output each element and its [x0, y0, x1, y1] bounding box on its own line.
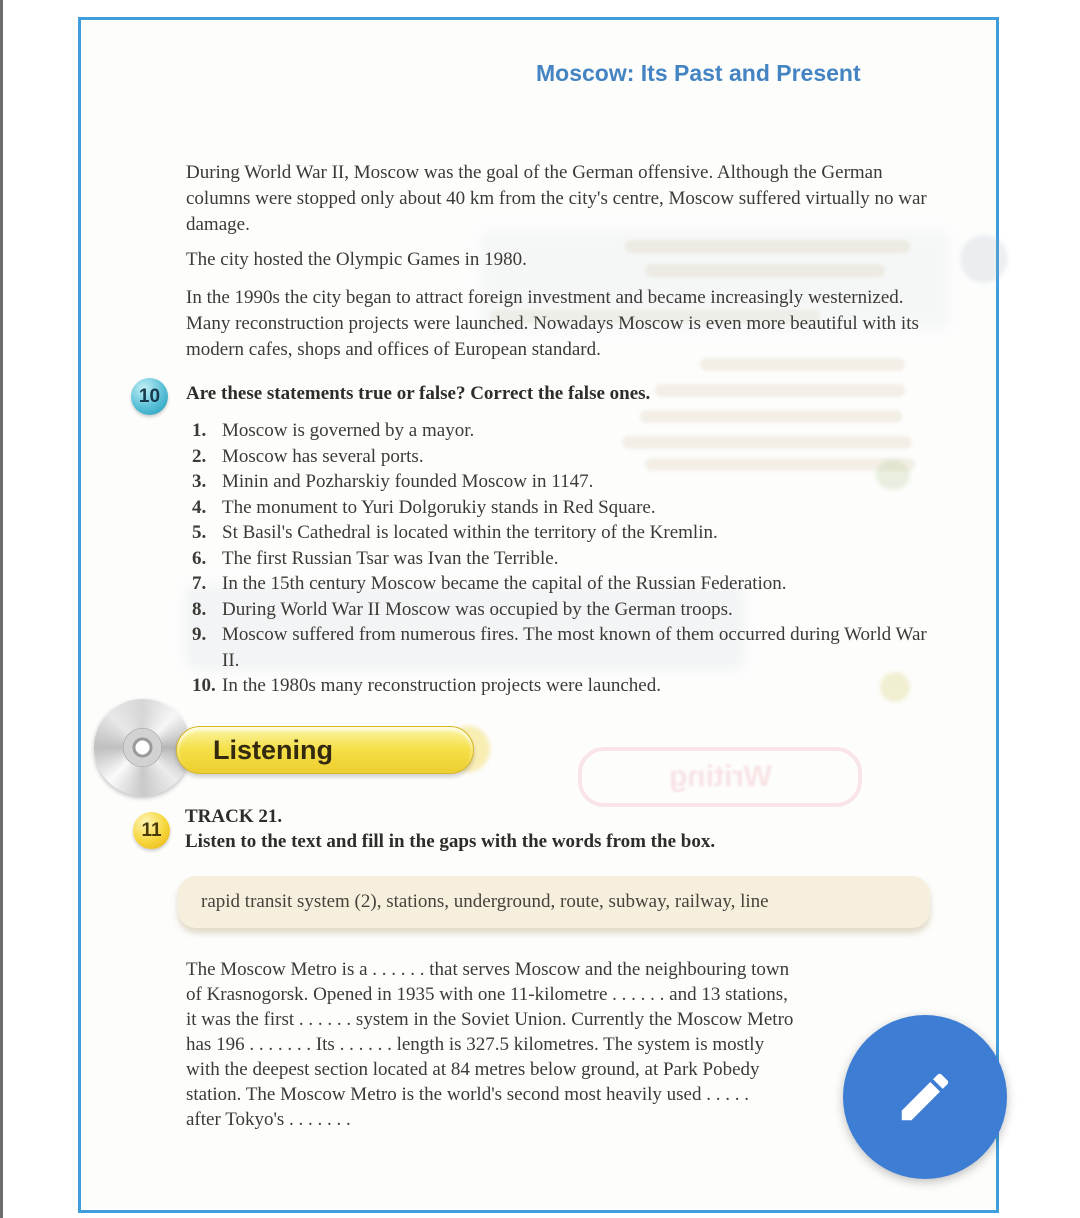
gap-fill-line: it was the first . . . . . . system in the Soviet Union. Currently the Moscow Metro — [186, 1009, 794, 1030]
item-text: Minin and Pozharskiy founded Moscow in 1147. — [222, 471, 594, 492]
exercise-10-number: 10 — [138, 385, 161, 407]
list-item — [192, 469, 934, 495]
list-item — [192, 546, 934, 572]
word-bank-text: rapid transit system (2), stations, underground, route, subway, railway, line — [201, 891, 769, 912]
item-text: During World War II Moscow was occupied by the German troops. — [222, 598, 733, 620]
left-edge-strip — [0, 0, 3, 1218]
item-number: 6. — [192, 547, 207, 569]
item-number: 1. — [192, 420, 207, 441]
exercise-11-badge — [133, 812, 170, 849]
gap-fill-line: of Krasnogorsk. Opened in 1935 with one 11-kilometre . . . . . . and 13 stations, — [186, 984, 788, 1005]
gap-fill-line: after Tokyo's . . . . . . . — [186, 1109, 351, 1130]
edit-fab-button[interactable] — [843, 1015, 1007, 1179]
item-number: 8. — [192, 598, 207, 620]
item-number: 2. — [192, 445, 207, 467]
list-item — [192, 597, 934, 623]
gap-fill-line: station. The Moscow Metro is the world's second most heavily used . . . . . — [186, 1084, 749, 1105]
item-number: 4. — [192, 496, 207, 518]
gap-fill-line: with the deepest section located at 84 metres below ground, at Park Pobedy — [186, 1059, 760, 1080]
list-item — [192, 622, 934, 673]
exercise-11-instruction: Listen to the text and fill in the gaps with the words from the box. — [185, 831, 716, 852]
scan-artifact — [960, 235, 1008, 283]
exercise-10-badge — [131, 378, 168, 415]
listening-section-banner — [176, 726, 474, 774]
list-item — [192, 520, 934, 546]
gap-fill-line: The Moscow Metro is a . . . . . . that serves Moscow and the neighbouring town — [186, 959, 790, 980]
item-text: In the 1980s many reconstruction projects were launched. — [222, 675, 661, 696]
item-number: 10. — [192, 675, 216, 696]
bleed-through-writing-label: Writing — [668, 760, 772, 793]
item-text: The first Russian Tsar was Ivan the Terrible. — [222, 547, 559, 569]
list-item — [192, 495, 934, 521]
scan-artifact — [655, 384, 905, 397]
list-item — [192, 418, 934, 444]
item-text: Moscow has several ports. — [222, 445, 424, 467]
item-text: Moscow suffered from numerous fires. The most known of them occurred during World War II. — [222, 624, 927, 671]
exercise-10-heading: Are these statements true or false? Correct the false ones. — [186, 383, 651, 404]
gap-fill-text — [186, 957, 793, 1132]
pencil-icon — [894, 1066, 956, 1128]
bleed-through-writing-banner — [578, 747, 862, 807]
track-label: TRACK 21. — [185, 806, 283, 827]
paragraph-olympics: The city hosted the Olympic Games in 1980. — [186, 249, 527, 270]
true-false-list — [192, 418, 934, 699]
gap-fill-line: has 196 . . . . . . . Its . . . . . . length is 327.5 kilometres. The system is mostly — [186, 1034, 765, 1055]
exercise-11-number: 11 — [141, 819, 162, 841]
word-bank-box — [178, 876, 930, 928]
list-item — [192, 571, 934, 597]
list-item — [192, 673, 934, 699]
page-title: Moscow: Its Past and Present — [536, 60, 861, 86]
item-text: St Basil's Cathedral is located within the territory of the Kremlin. — [222, 522, 718, 543]
listening-banner-label: Listening — [213, 734, 333, 765]
item-number: 7. — [192, 573, 207, 594]
item-number: 5. — [192, 522, 207, 543]
item-number: 9. — [192, 624, 207, 645]
paragraph-1990s: In the 1990s the city began to attract foreign investment and became increasingly westernized. Many reconstruction projects were launched. Nowadays Moscow is even more beautiful with its modern cafes, shops and offices of European standard. — [186, 287, 919, 360]
list-item — [192, 444, 934, 470]
item-text: In the 15th century Moscow became the capital of the Russian Federation. — [222, 573, 787, 594]
item-number: 3. — [192, 471, 207, 492]
item-text: The monument to Yuri Dolgorukiy stands in Red Square. — [222, 496, 656, 518]
paragraph-ww2: During World War II, Moscow was the goal of the German offensive. Although the German columns were stopped only about 40 km from the city's centre, Moscow suffered virtually no war damage. — [186, 162, 927, 235]
item-text: Moscow is governed by a mayor. — [222, 420, 475, 441]
